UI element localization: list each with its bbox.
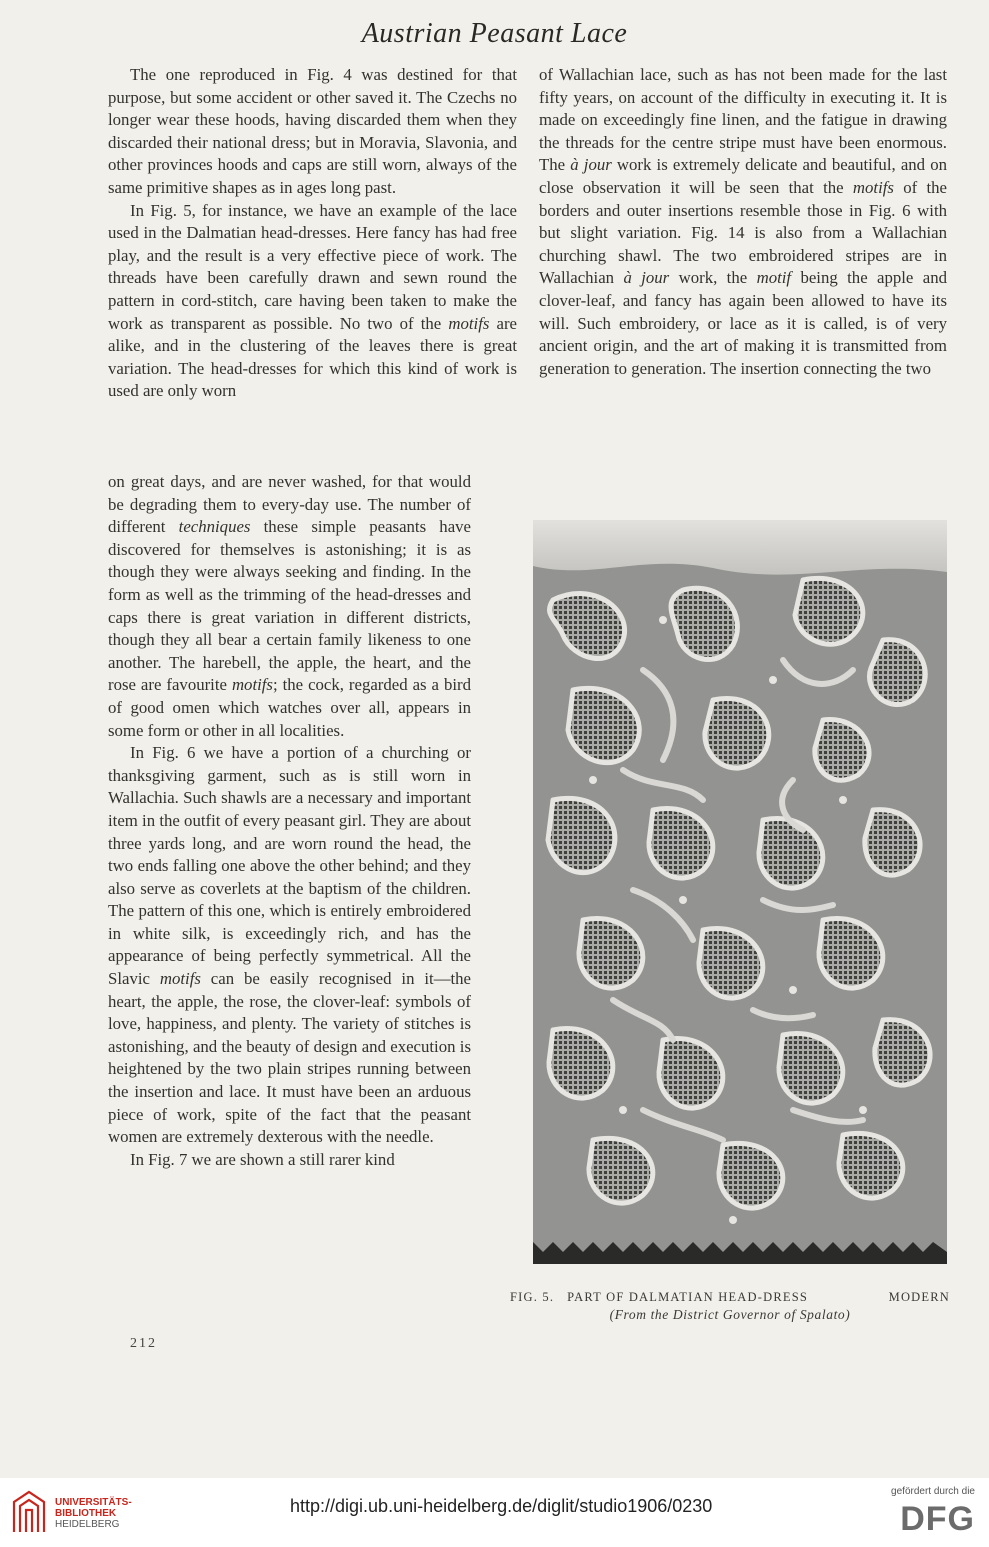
figure-credit: (From the District Governor of Spalato)	[609, 1307, 851, 1322]
text-run: In Fig. 6 we have a portion of a churching or thanksgiving garment, such as is still worn in Wallachia. Such shawls are a necessary and important item in the outfit of every peasant girl. They are about three yards long, and are worn round the head, the two ends falling one above the other behind; and they also serve as coverlets at the baptism of the children. The pattern of this one, which is entirely embroidered in white silk, is exceedingly rich, and has the appearance of being perfectly symmetrical. All the Slavic	[108, 743, 471, 989]
text-run: of the borders and outer insertions resemble those in Fig. 6 with but slight variation. Fig. 14 is also from a Wallachian churching shawl. The two embroidered stripes are in Wallachian	[539, 177, 947, 288]
text-run: can be easily recognised in it—the heart, the apple, the rose, the clover-leaf: symbols of love, happiness, and plenty. The variety of stitches is astonishing, and the beauty of design and execution is heightened by the two plain stripes running between the insertion and lace. It must have been an arduous piece of work, spite of the fact that the peasant women are extremely dexterous with the needle.	[108, 969, 471, 1147]
lace-photograph	[533, 520, 947, 1264]
text-run: being the apple and clover-leaf, and fancy has again been allowed to have its will. Such embroidery, or lace as it is called, is of very ancient origin, and the art of making it is transmitted from generation to generation. The insertion connecting the two	[539, 268, 947, 378]
text-run: In Fig. 5, for instance, we have an example of the lace used in the Dalmatian head-dresses. Here fancy has had free play, and the result is a very effective piece of work. The threads have been carefully drawn and sewn round the pattern in cord-stitch, care having been taken to make the work as transparent as possible. No two of the	[108, 200, 517, 333]
italic-term: motifs	[159, 969, 201, 989]
text-run: these simple peasants have discovered for themselves is astonishing; it is as though they were always seeking and finding. In the form as well as the trimming of the head-dresses and caps there is great variation in different districts, though they all bear a certain family likeness to one another. The harebell, the apple, the heart, and the rose are favourite	[108, 517, 471, 695]
figure-number: FIG. 5.	[510, 1290, 555, 1304]
library-name-line: BIBLIOTHEK	[55, 1508, 117, 1519]
text-run: of Wallachian lace, such as has not been made for the last fifty years, on account of the difficulty in executing it. It is made on exceedingly fine linen, and the fatigue in drawing the threads for the centre stripe must have been enormous. The	[539, 65, 947, 175]
library-name	[55, 1497, 132, 1530]
text-run: ; the cock, regarded as a bird of good omen which watches over all, appears in some form or other in all localities.	[108, 675, 471, 740]
right-column	[539, 64, 947, 380]
italic-term: motifs	[852, 177, 894, 197]
digitization-footer	[0, 1478, 989, 1547]
figure-caption	[510, 1290, 950, 1323]
library-name-line: HEIDELBERG	[55, 1519, 120, 1530]
funding-note: gefördert durch die	[891, 1486, 975, 1497]
text-run: on great days, and are never washed, for that would be degrading them to every-day use. The number of different	[108, 472, 471, 537]
running-title: Austrian Peasant Lace	[361, 18, 628, 49]
source-url-link[interactable]: http://digi.ub.uni-heidelberg.de/diglit/studio1906/0230	[290, 1496, 713, 1516]
paragraph: The one reproduced in Fig. 4 was destined for that purpose, but some accident or other saved it. The Czechs no longer wear these hoods, having discarded them when they discarded their national dress; but in Moravia, Slavonia, and other provinces hoods and caps are still worn, always of the same primitive shapes as in ages long past.	[108, 65, 517, 197]
italic-term: motif	[756, 268, 792, 288]
italic-term: techniques	[178, 517, 251, 537]
paragraph	[108, 742, 471, 1149]
italic-term: à jour	[623, 268, 670, 288]
paragraph	[108, 471, 471, 742]
left-column-top	[108, 64, 517, 403]
figure-tag: MODERN	[888, 1290, 950, 1304]
left-column-bottom	[108, 471, 471, 1171]
figure-title: PART OF DALMATIAN HEAD-DRESS	[567, 1290, 809, 1304]
italic-term: motifs	[448, 313, 490, 333]
italic-term: à jour	[570, 155, 612, 175]
library-logo-icon	[10, 1488, 48, 1534]
italic-term: motifs	[231, 675, 273, 695]
figure-label	[510, 1290, 808, 1305]
lace-pattern-illustration	[533, 520, 947, 1264]
dfg-logo: DFG	[900, 1500, 975, 1538]
text-run: are alike, and in the clustering of the leaves there is great variation. The head-dresses for which this kind of work is used are only worn	[108, 313, 517, 401]
page-number: 212	[130, 1336, 157, 1351]
text-run: work, the	[669, 268, 757, 288]
text-run: work is extremely delicate and beautiful, and on close observation it will be seen that the	[539, 155, 947, 197]
library-name-line: UNIVERSITÄTS-	[55, 1497, 132, 1508]
paragraph: In Fig. 7 we are shown a still rarer kind	[130, 1149, 395, 1169]
paragraph	[108, 200, 517, 403]
paragraph	[539, 64, 947, 380]
